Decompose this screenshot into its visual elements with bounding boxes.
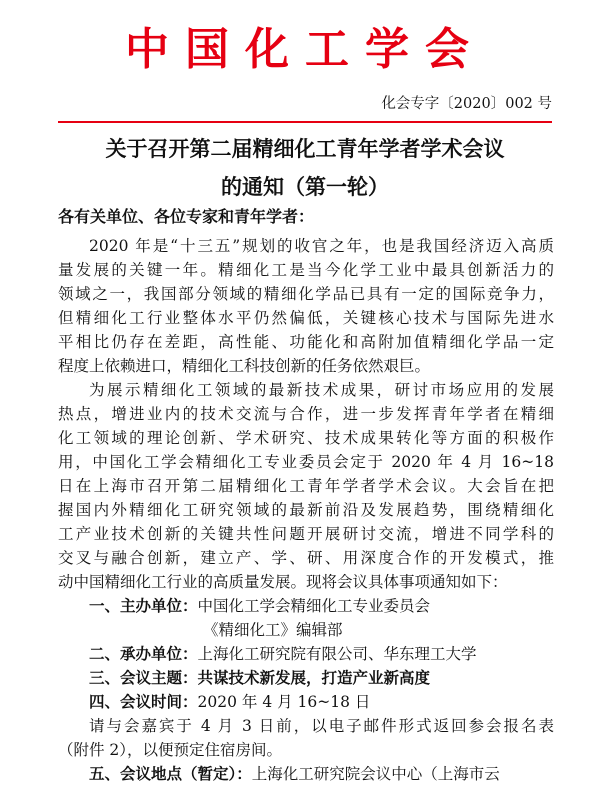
section-venue: [58, 762, 554, 786]
section-theme-value: 共谋技术新发展，打造产业新高度: [197, 669, 431, 687]
org-header: 中国化工学会: [125, 24, 485, 75]
section-organizer-value: 中国化工学会精细化工专业委员会: [197, 597, 431, 615]
section-organizer-value-2: 《精细化工》编辑部: [203, 621, 343, 639]
section-organizer: [58, 594, 554, 618]
section-venue-value: 上海化工研究院会议中心（上海市云: [251, 765, 500, 783]
section-time-note-line: 请与会嘉宾于 4 月 3 日前，以电子邮件形式返回参会报名表: [89, 717, 554, 735]
paragraph-1-line: 但精细化工行业整体水平仍然偏低，关键核心技术与国际先进水: [58, 309, 554, 327]
paragraph-2-line: 用，中国化工学会精细化工专业委员会定于 2020 年 4 月 16~18: [58, 453, 554, 471]
paragraph-1-line: 程度上依赖进口，精细化工科技创新的任务依然艰巨。: [58, 357, 431, 375]
document-body: [58, 234, 554, 786]
notice-title-line-2: 的通知（第一轮）: [221, 175, 389, 199]
header-divider: [58, 121, 552, 123]
paragraph-2-line: 握国内外精细化工研究领域的最新前沿及发展趋势，围绕精细化: [58, 501, 554, 519]
section-organizer-label: 一、主办单位：: [89, 597, 198, 615]
section-host-value: 上海化工研究院有限公司、华东理工大学: [197, 645, 477, 663]
section-host-label: 二、承办单位：: [89, 645, 198, 663]
paragraph-2-line: 为展示精细化工领域的最新技术成果，研讨市场应用的发展: [89, 381, 554, 399]
paragraph-2-line: 交叉与融合创新，建立产、学、研、用深度合作的开发模式，推: [58, 549, 554, 567]
paragraph-1-line: 领域之一，我国部分领域的精细化学品已具有一定的国际竞争力，: [58, 285, 554, 303]
paragraph-2-line: 热点，增进业内的技术交流与合作，进一步发挥青年学者在精细: [58, 405, 554, 423]
section-theme: [58, 666, 554, 690]
section-time-label: 四、会议时间：: [89, 693, 198, 711]
section-time-value: 2020 年 4 月 16~18 日: [197, 693, 371, 711]
paragraph-2-line: 日在上海市召开第二届精细化工青年学者学术会议。大会旨在把: [58, 477, 554, 495]
paragraph-2-line: 化工领域的理论创新、学术研究、技术成果转化等方面的积极作: [58, 429, 554, 447]
section-host: [58, 642, 554, 666]
section-time: [58, 690, 554, 714]
paragraph-2-line: 动中国精细化工行业的高质量发展。现将会议具体事项通知如下：: [58, 573, 508, 591]
section-theme-label: 三、会议主题：: [89, 669, 198, 687]
notice-title-line-1: 关于召开第二届精细化工青年学者学术会议: [105, 137, 505, 161]
paragraph-1-line: 量发展的关键一年。精细化工是当今化学工业中最具创新活力的: [58, 261, 554, 279]
document-number: 化会专字〔2020〕002 号: [381, 96, 552, 112]
paragraph-2-line: 工产业技术创新的关键共性问题开展研讨交流，增进不同学科的: [58, 525, 554, 543]
section-time-note-line: （附件 2），以便预定住宿房间。: [58, 741, 283, 759]
section-venue-label: 五、会议地点（暂定）：: [89, 765, 252, 783]
salutation: 各有关单位、各位专家和青年学者：: [58, 207, 315, 226]
paragraph-1-line: 2020 年是“十三五”规划的收官之年，也是我国经济迈入高质: [89, 237, 554, 255]
paragraph-1-line: 平相比仍存在差距，高性能、功能化和高附加值精细化学品一定: [58, 333, 554, 351]
